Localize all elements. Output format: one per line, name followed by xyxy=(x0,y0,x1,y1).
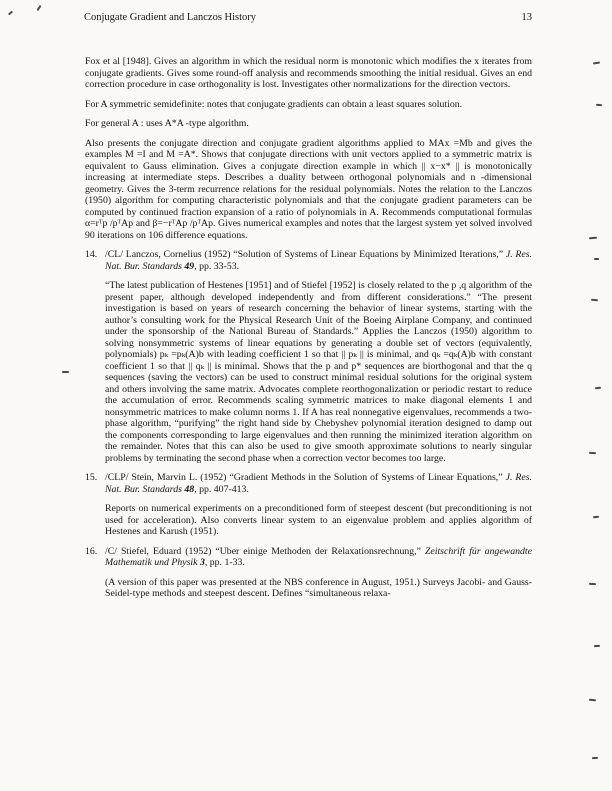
citation xyxy=(105,249,532,272)
citation-pages: , pp. 1-33. xyxy=(204,557,245,568)
page-header xyxy=(84,12,532,23)
annotation-paragraph: “The latest publication of Hestenes [1951] and of Stiefel [1952] is closely related to the p ,q algorithm of the present paper, although developed independently and from different considerations.” “The present investigation is based on years of research concerning the behavior of linear systems, starting with the author’s consulting work for the Physical Research Unit of the Boeing Airplane Company, and continued under the sponsorship of the National Bureau of Standards.” Applies the Lanczos (1950) algorithm to solving nonsymmetric systems of linear equations by generating a double set of vectors (equivalently, polynomials) pₖ =pₖ(A)b with leading coefficient 1 so that || pₖ || is minimal, and qₖ =qₖ(A)b with constant coefficient 1 so that || qₖ || is minimal. Shows that the p and p* sequences are biorthogonal and that the q sequences (saving the vectors) can be used to construct minimal residual solutions for the original system and others involving the same matrix. Advocates complete reorthogonalization or periodic restart to reduce the accumulation of error. Recommends scaling symmetric matrices to make diagonal elements 1 and nonsymmetric matrices to make column norms 1. If A has real nonnegative eigenvalues, recommends a two-phase algorithm, “purifying” the right hand side by Chebyshev polynomial iteration designed to damp out the components corresponding to large eigenvalues and then running the minimized iteration algorithm on the remainder. Notes that this can also be used to give smooth approximate solutions to nearly singular problems by terminating the second phase when a correction vector becomes too large. xyxy=(105,280,532,464)
scan-artifact xyxy=(589,452,596,454)
entry-number: 15. xyxy=(85,472,98,483)
citation-pages: , pp. 407-413. xyxy=(194,483,249,495)
text-column xyxy=(85,56,532,608)
journal-name: J. Res. Nat. Bur. Standards xyxy=(105,249,532,272)
scan-artifact xyxy=(8,11,13,16)
scan-artifact xyxy=(592,757,598,759)
citation xyxy=(105,472,532,495)
page-number: 13 xyxy=(521,12,532,23)
scan-artifact xyxy=(589,237,597,240)
bibliography-entry xyxy=(85,472,532,538)
paragraph: For A symmetric semidefinite: notes that conjugate gradients can obtain a least squares solution. xyxy=(85,98,463,110)
citation-code: /CLP/ xyxy=(105,472,132,483)
scan-artifact xyxy=(594,645,600,647)
bibliography-entry xyxy=(85,249,532,464)
scan-artifact xyxy=(36,5,41,11)
citation-code: /C/ xyxy=(105,545,121,557)
bibliography-entry xyxy=(85,546,532,600)
paragraph: Fox et al [1948]. Gives an algorithm in which the residual norm is monotonic which modifies the x iterates from conjugate gradients. Gives some round-off analysis and recommends smoothing the initial residual. Gives an end correction procedure in case orthogonality is lost. Investigates other normalizations for the direction vectors. xyxy=(85,56,532,90)
journal-name: J. Res. Nat. Bur. Standards xyxy=(105,472,532,495)
scan-artifact xyxy=(589,699,596,702)
scan-artifact xyxy=(593,62,600,65)
citation-text: Stein, Marvin L. (1952) “Gradient Methods in the Solution of Systems of Linear Equations,” xyxy=(131,472,506,483)
scan-artifact xyxy=(62,371,69,373)
paragraph: Also presents the conjugate direction and conjugate gradient algorithms applied to MAx =Mb and gives the examples M =I and M =A*. Shows that conjugate directions with unit vectors applied to a symmetric matrix is equivalent to Gauss elimination. Gives a conjugate direction example in which || x−x* || is monotonically increasing at intermediate steps. Describes a duality between orthogonal polynomials and n -dimensional geometry. Gives the 3-term recurrence relations for the residual polynomials. Notes the relation to the Lanczos (1950) algorithm for computing characteristic polynomials and that the conjugate gradient parameters can be computed by continued fraction expansion of a ratio of polynomials in A. Recommends computational formulas α=rᵀp /pᵀAp and β=−rᵀAp /pᵀAp. Gives numerical examples and notes that the largest system yet solved involved 90 iterations on 106 difference equations. xyxy=(85,137,532,241)
journal-volume: 48 xyxy=(184,483,195,495)
citation-pages: , pp. 33-53. xyxy=(194,260,240,272)
scan-artifact xyxy=(593,516,599,519)
scan-artifact xyxy=(591,299,598,302)
journal-volume: 49 xyxy=(184,260,195,272)
citation-text: Stiefel, Eduard (1952) “Uber einige Methoden der Relaxationsrechnung,” xyxy=(120,545,425,557)
citation-text: Lanczos, Cornelius (1952) “Solution of Systems of Linear Equations by Minimized Iterations,” xyxy=(125,249,506,260)
entry-number: 16. xyxy=(85,545,98,557)
annotation-paragraph: Reports on numerical experiments on a preconditioned form of steepest descent (but preconditioning is not used for acceleration). Also converts linear system to an eigenvalue problem and applies algorithm of Hestenes and Karush (1951). xyxy=(105,503,532,537)
journal-name: Zeitschrift für angewandte Mathematik und Physik xyxy=(105,545,532,568)
scan-artifact xyxy=(594,258,599,260)
paragraph: For general A : uses A*A -type algorithm. xyxy=(85,118,249,129)
running-title: Conjugate Gradient and Lanczos History xyxy=(84,12,257,23)
entry-number: 14. xyxy=(85,249,98,260)
annotation-paragraph: (A version of this paper was presented at the NBS conference in August, 1951.) Surveys Jacobi- and Gauss-Seidel-type methods and steepest descent. Defines “simultaneous relaxa- xyxy=(105,576,532,599)
scan-artifact xyxy=(589,583,596,585)
citation-code: /CL/ xyxy=(105,249,126,260)
scan-artifact xyxy=(595,387,601,390)
journal-volume: 3 xyxy=(199,557,205,568)
citation xyxy=(105,546,532,569)
scan-artifact xyxy=(596,104,602,107)
